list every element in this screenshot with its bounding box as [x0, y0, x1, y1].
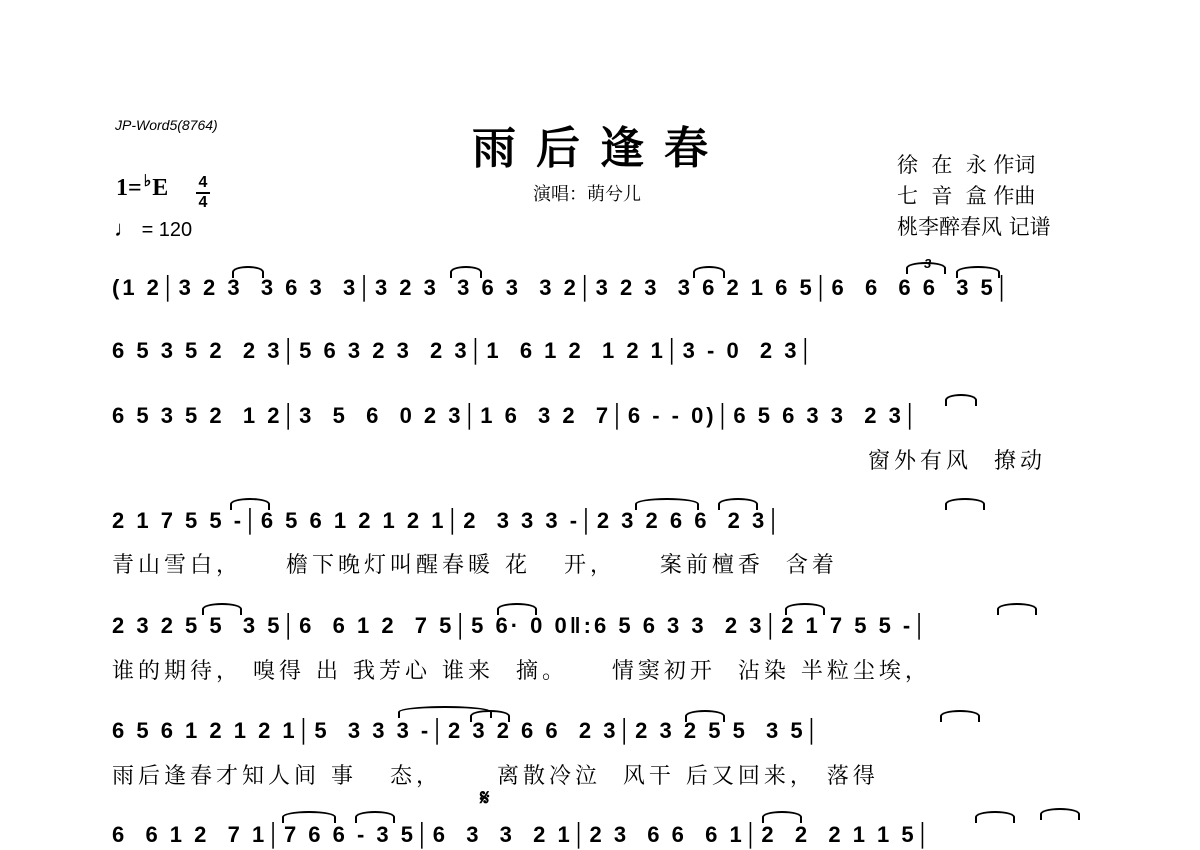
flat-icon: ♭	[143, 173, 152, 190]
credits-block	[897, 150, 1051, 243]
slur	[685, 710, 725, 722]
slur	[497, 603, 537, 615]
slur	[355, 811, 395, 823]
key-prefix: 1=	[116, 175, 142, 201]
software-watermark: JP-Word5(8764)	[115, 117, 218, 133]
tempo-marking	[114, 216, 192, 242]
slur	[940, 710, 980, 722]
singer-credit: 演唱：萌兮儿	[533, 184, 641, 205]
time-signature	[196, 175, 210, 211]
score-row-7: 6 6 1 2 7 1│7 6 6 - 3 5│6 3 3 2 1│2 3 6 6 6 1│2 2 2 1 1 5│	[112, 822, 934, 847]
slur	[230, 498, 270, 510]
composer-credit: 七 音 盒 作曲	[897, 184, 1036, 208]
slur	[906, 262, 946, 274]
slur	[997, 603, 1037, 615]
lyric-line-3: 谁的期待， 嗅得 出 我芳心 谁来 摘。 情窦初开 沾染 半粒尘埃，	[112, 659, 931, 684]
segno-icon: 𝄋	[480, 785, 490, 811]
time-signature-top: 4	[198, 174, 208, 191]
slur	[202, 603, 242, 615]
slur	[762, 811, 802, 823]
lyric-line-4: 雨后逢春才知人间 事 态， 离散冷泣 风干 后又回来， 落得	[112, 764, 879, 789]
score-row-6: 6 5 6 1 2 1 2 1│5 3 3 3 -│2 3 2 6 6 2 3│2 3 2 5 5 3 5│	[112, 718, 823, 743]
score-row-2: 6 5 3 5 2 2 3│5 6 3 2 3 2 3│1 6 1 2 1 2 1│3 - 0 2 3│	[112, 338, 817, 363]
slur	[635, 498, 699, 510]
song-title: 雨后逢春	[472, 123, 728, 174]
slur	[450, 266, 482, 278]
tempo-value: = 120	[141, 219, 193, 241]
key-signature	[116, 175, 168, 202]
score-row-3: 6 5 3 5 2 1 2│3 5 6 0 2 3│1 6 3 2 7│6 - - 0)│6 5 6 3 3 2 3│	[112, 403, 921, 428]
lyric-line-1: 窗外有风 撩动	[868, 449, 1046, 474]
slur	[232, 266, 264, 278]
triplet-mark: 3	[924, 256, 932, 271]
slur	[945, 394, 977, 406]
lyric-line-2: 青山雪白， 檐下晚灯叫醒春暖 花 开， 案前檀香 含着	[112, 553, 838, 578]
slur	[1040, 808, 1080, 820]
key-letter: E	[152, 175, 169, 201]
quarter-note-icon: ♩	[114, 216, 136, 241]
score-row-1: (1 2│3 2 3 3 6 3 3│3 2 3 3 6 3 3 2│3 2 3 3 6 2 1 6 5│6 6 6 6 3 5│	[112, 275, 1013, 300]
slur	[956, 266, 1000, 278]
time-signature-bottom: 4	[198, 194, 208, 211]
slur	[785, 603, 825, 615]
score-row-5: 2 3 2 5 5 3 5│6 6 1 2 7 5│5 6· 0 0‖:6 5 6 3 3 2 3│2 1 7 5 5 -│	[112, 613, 931, 638]
slur	[470, 710, 510, 722]
slur	[975, 811, 1015, 823]
slur	[945, 498, 985, 510]
slur	[718, 498, 758, 510]
transcriber-credit: 桃李醉春风 记谱	[897, 215, 1051, 239]
lyricist-credit: 徐 在 永 作词	[897, 153, 1036, 177]
score-row-4: 2 1 7 5 5 -│6 5 6 1 2 1 2 1│2 3 3 3 -│2 3 2 6 6 2 3│	[112, 508, 784, 533]
slur	[693, 266, 725, 278]
slur	[282, 811, 336, 823]
